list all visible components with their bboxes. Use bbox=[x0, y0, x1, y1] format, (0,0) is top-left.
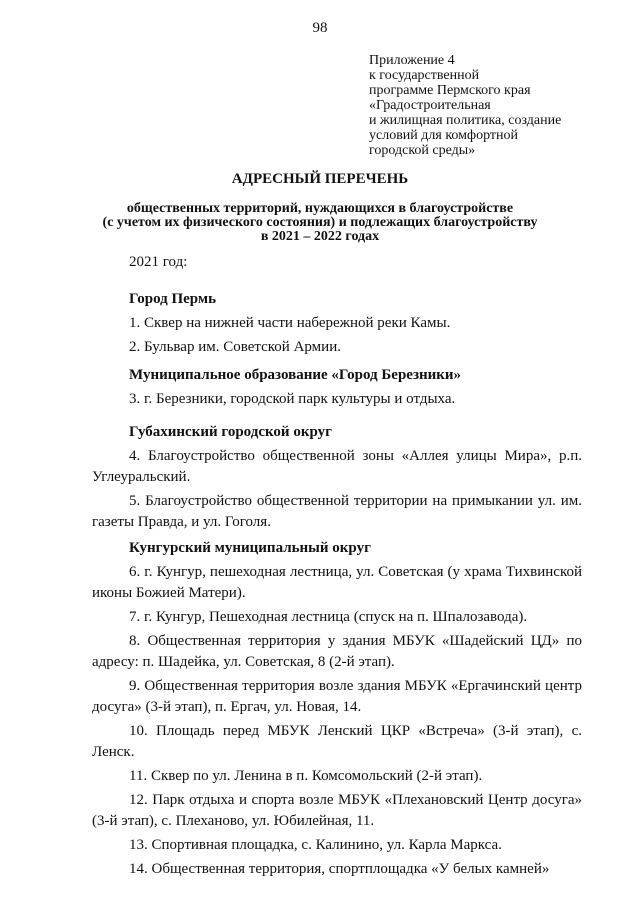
section-heading: Город Пермь bbox=[129, 291, 217, 307]
list-item: 1. Сквер на нижней части набережной реки Камы. bbox=[129, 315, 451, 331]
list-item: 6. г. Кунгур, пешеходная лестница, ул. Советская (у храма Тихвинской иконы Божией Матери). bbox=[92, 564, 582, 601]
appendix-line: к государственной bbox=[369, 68, 480, 83]
title-sub-line: общественных территорий, нуждающихся в благоустройстве bbox=[126, 201, 514, 216]
section-heading: Муниципальное образование «Город Березники» bbox=[129, 367, 462, 383]
appendix-line: городской среды» bbox=[369, 143, 476, 158]
list-item: 13. Спортивная площадка, с. Калинино, ул. Карла Маркса. bbox=[129, 837, 502, 853]
list-item: 11. Сквер по ул. Ленина в п. Комсомольский (2-й этап). bbox=[129, 768, 483, 784]
list-item: 12. Парк отдыха и спорта возле МБУК «Плехановский Центр досуга» (3-й этап), с. Плеханово, ул. Юбилейная, 11. bbox=[92, 792, 582, 829]
page-number: 98 bbox=[312, 20, 328, 36]
section-berezniki bbox=[92, 366, 582, 413]
section-heading: Губахинский городской округ bbox=[129, 424, 332, 440]
title-main: АДРЕСНЫЙ ПЕРЕЧЕНЬ bbox=[231, 171, 409, 187]
year-label: 2021 год: bbox=[129, 254, 188, 270]
appendix-line: Приложение 4 bbox=[369, 53, 455, 68]
appendix-line: программе Пермского края bbox=[369, 83, 531, 98]
appendix-note bbox=[369, 53, 629, 158]
list-item: 3. г. Березники, городской парк культуры и отдыха. bbox=[129, 391, 456, 407]
section-gubakha bbox=[92, 423, 582, 536]
section-perm bbox=[92, 290, 582, 361]
list-item: 5. Благоустройство общественной территории на примыкании ул. им. газеты Правда, и ул. Гоголя. bbox=[92, 493, 582, 530]
section-kungur bbox=[92, 539, 582, 883]
list-item: 8. Общественная территория у здания МБУК «Шадейский ЦД» по адресу: п. Шадейка, ул. Советская, 8 (2-й этап). bbox=[92, 633, 582, 670]
list-item: 9. Общественная территория возле здания МБУК «Ергачинский центр досуга» (3-й этап), п. Ергач, ул. Новая, 14. bbox=[92, 678, 582, 715]
list-item: 10. Площадь перед МБУК Ленский ЦКР «Встреча» (3-й этап), с. Ленск. bbox=[92, 723, 582, 760]
title-sub-line: в 2021 – 2022 годах bbox=[260, 229, 380, 244]
appendix-line: «Градостроительная bbox=[369, 98, 491, 113]
title-sub-line: (с учетом их физического состояния) и подлежащих благоустройству bbox=[102, 215, 538, 230]
list-item: 2. Бульвар им. Советской Армии. bbox=[129, 339, 341, 355]
list-item: 7. г. Кунгур, Пешеходная лестница (спуск на п. Шпалозавода). bbox=[129, 609, 528, 625]
list-item: 14. Общественная территория, спортплощадка «У белых камней» bbox=[129, 861, 550, 877]
document-title bbox=[60, 170, 580, 244]
section-heading: Кунгурский муниципальный округ bbox=[129, 540, 371, 556]
appendix-line: и жилищная политика, создание bbox=[369, 113, 562, 128]
list-item: 4. Благоустройство общественной зоны «Аллея улицы Мира», р.п. Углеуральский. bbox=[92, 448, 582, 485]
appendix-line: условий для комфортной bbox=[369, 128, 519, 143]
